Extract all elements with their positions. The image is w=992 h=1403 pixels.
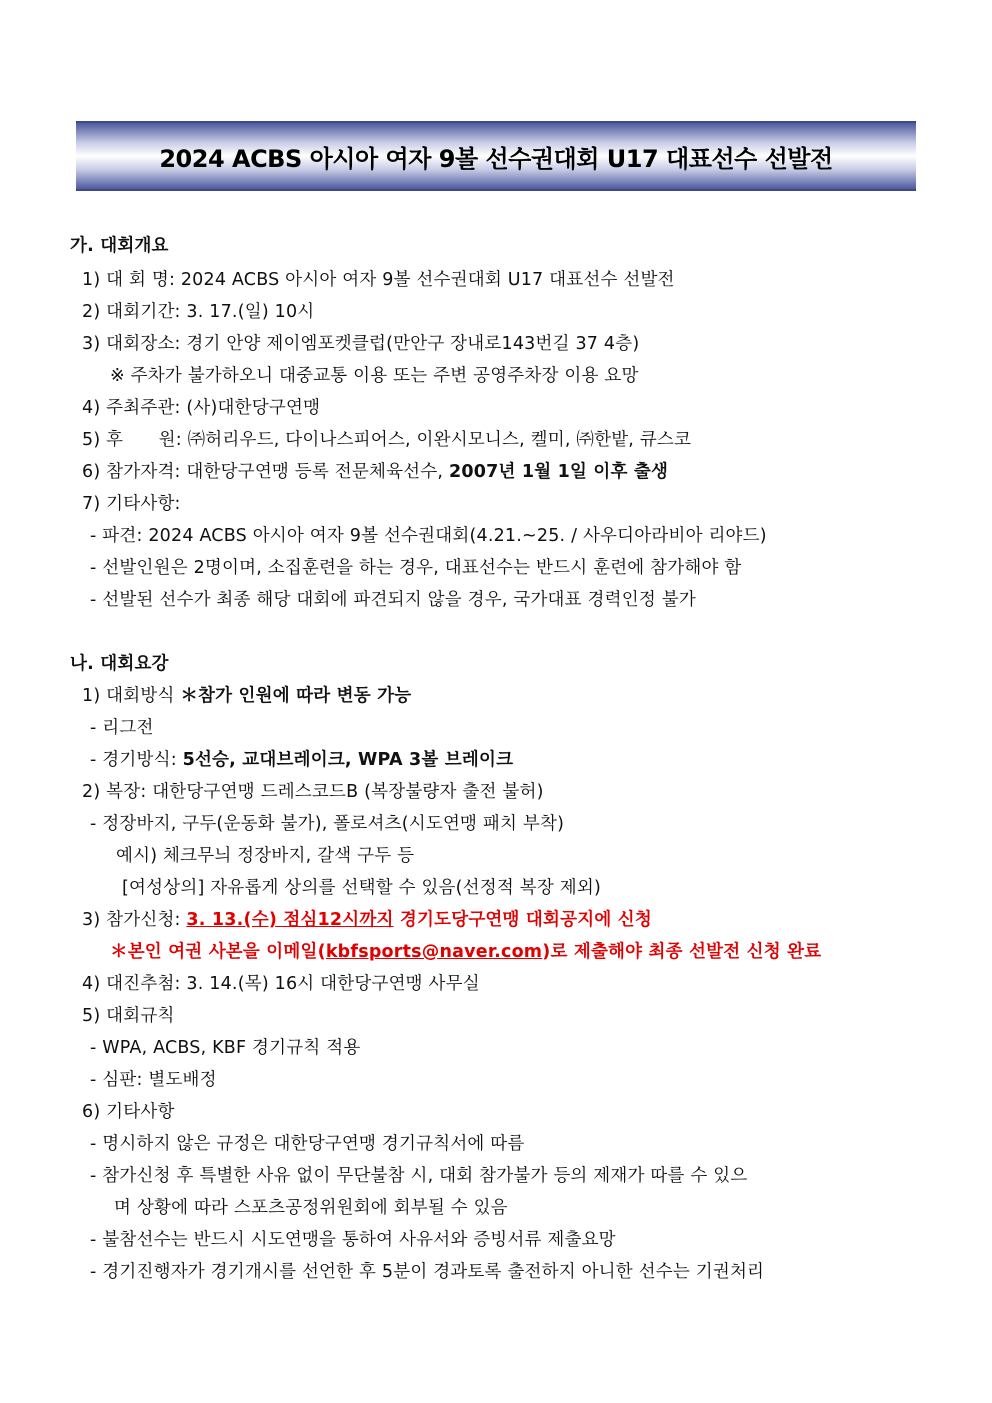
rules-applied: - WPA, ACBS, KBF 경기규칙 적용: [90, 1038, 361, 1058]
title-banner: [76, 121, 916, 191]
item-misc: 6) 기타사항: [82, 1102, 175, 1122]
registration-deadline: 3. 13.(수) 점심12시까지: [186, 910, 394, 930]
item-draw: 4) 대진추첨: 3. 14.(목) 16시 대한당구연맹 사무실: [82, 974, 480, 994]
item-organizer: 4) 주최주관: (사)대한당구연맹: [82, 398, 321, 418]
item-venue: 3) 대회장소: 경기 안양 제이엠포켓클럽(만안구 장내로143번길 37 4층): [82, 334, 640, 354]
misc-unspecified: - 명시하지 않은 규정은 대한당구연맹 경기규칙서에 따름: [90, 1134, 525, 1154]
format-label: 1) 대회방식: [82, 686, 181, 706]
rules-referee: - 심판: 별도배정: [90, 1070, 217, 1090]
format-league: - 리그전: [90, 718, 154, 738]
format-match-rules: [90, 744, 513, 776]
item-event-period: 2) 대회기간: 3. 17.(일) 10시: [82, 302, 315, 322]
passport-note-start: ＊본인 여권 사본을 이메일(: [110, 942, 326, 962]
document-title: 2024 ACBS 아시아 여자 9볼 선수권대회 U17 대표선수 선발전: [159, 144, 833, 173]
dress-code-detail: - 정장바지, 구두(운동화 불가), 폴로셔츠(시도연맹 패치 부착): [90, 814, 565, 834]
item-event-name: 1) 대 회 명: 2024 ACBS 아시아 여자 9볼 선수권대회 U17 대표선수 선발전: [82, 270, 675, 290]
item-eligibility: [82, 456, 668, 488]
passport-note: [110, 936, 821, 968]
misc-forfeit: - 경기진행자가 경기개시를 선언한 후 5분이 경과토록 출전하지 아니한 선수는 기권처리: [90, 1262, 765, 1282]
eligibility-label: 6) 참가자격: 대한당구연맹 등록 전문체육선수,: [82, 462, 449, 482]
section-a-heading: 가. 대회개요: [70, 236, 169, 256]
eligibility-birth-condition: 2007년 1월 1일 이후 출생: [448, 462, 669, 482]
item-rules: 5) 대회규칙: [82, 1006, 175, 1026]
dress-code-example: 예시) 체크무늬 정장바지, 갈색 구두 등: [116, 846, 415, 866]
item-other: 7) 기타사항:: [82, 494, 181, 514]
misc-no-show-1: - 참가신청 후 특별한 사유 없이 무단불참 시, 대회 참가불가 등의 제재가 따를 수 있으: [90, 1166, 748, 1186]
registration-where: 경기도당구연맹 대회공지에 신청: [393, 910, 652, 930]
item-dress-code: 2) 복장: 대한당구연맹 드레스코드B (복장불량자 출전 불허): [82, 782, 544, 802]
misc-no-show-2: 며 상황에 따라 스포츠공정위원회에 회부될 수 있음: [114, 1198, 508, 1218]
other-selection-count: - 선발인원은 2명이며, 소집훈련을 하는 경우, 대표선수는 반드시 훈련에 참가해야 함: [90, 558, 742, 578]
passport-note-end: )로 제출해야 최종 선발전 신청 완료: [542, 942, 822, 962]
section-b-heading: 나. 대회요강: [70, 654, 169, 674]
item-registration: [82, 904, 652, 936]
other-career-note: - 선발된 선수가 최종 해당 대회에 파견되지 않을 경우, 국가대표 경력인정 불가: [90, 590, 696, 610]
misc-absence-docs: - 불참선수는 반드시 시도연맹을 통하여 사유서와 증빙서류 제출요망: [90, 1230, 616, 1250]
registration-label: 3) 참가신청:: [82, 910, 187, 930]
dress-code-women: [여성상의] 자유롭게 상의를 선택할 수 있음(선정적 복장 제외): [122, 878, 601, 898]
other-dispatch: - 파견: 2024 ACBS 아시아 여자 9볼 선수권대회(4.21.~25. / 사우디아라비아 리야드): [90, 526, 767, 546]
item-sponsors: 5) 후 원: ㈜허리우드, 다이나스피어스, 이완시모니스, 켈미, ㈜한밭, 큐스코: [82, 430, 692, 450]
format-note: ＊참가 인원에 따라 변동 가능: [180, 686, 412, 706]
match-rules-value: 5선승, 교대브레이크, WPA 3볼 브레이크: [182, 750, 514, 770]
parking-note: ※ 주차가 불가하오니 대중교통 이용 또는 주변 공영주차장 이용 요망: [110, 366, 639, 386]
item-format: [82, 680, 411, 712]
match-rules-label: - 경기방식:: [90, 750, 183, 770]
contact-email-link[interactable]: kbfsports@naver.com: [325, 942, 543, 962]
